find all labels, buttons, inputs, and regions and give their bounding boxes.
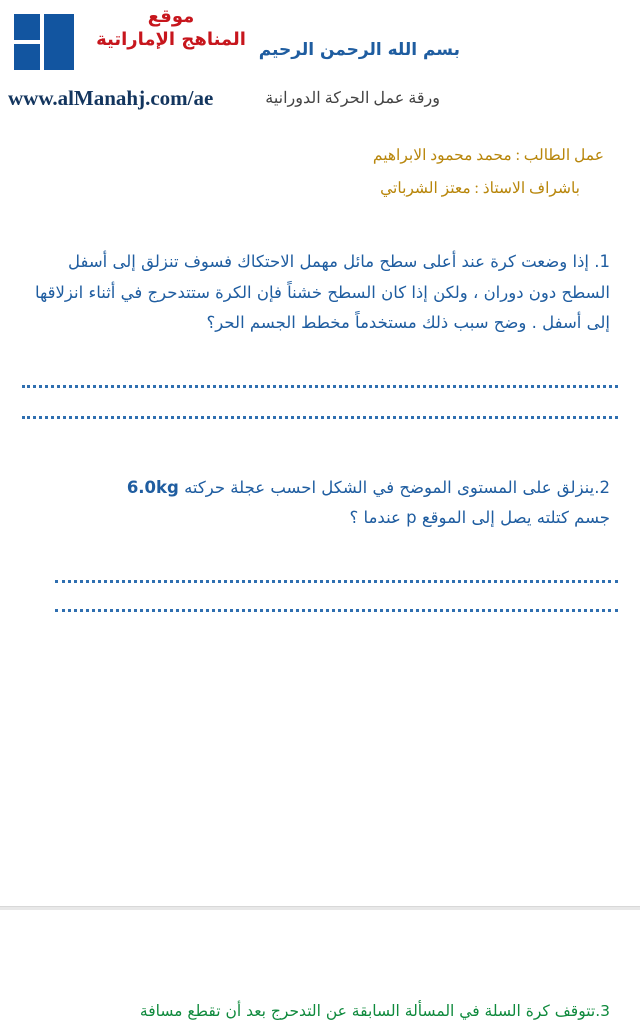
almanahj-square-logo-icon	[14, 14, 76, 70]
document-meta	[0, 140, 640, 205]
basmala-text: بسم الله الرحمن الرحيم	[258, 40, 460, 60]
question-2-text-part2: جسم كتلته يصل إلى الموقع p عندما ؟	[349, 508, 610, 528]
document-page-2	[0, 910, 640, 1024]
question-2-mass-value: 6.0kg	[126, 477, 179, 497]
teacher-name-line: باشراف الاستاذ : معتز الشرباتي	[380, 179, 580, 197]
site-url-text: www.alManahj.com/ae	[8, 86, 214, 110]
question-1-text: 1. إذا وضعت كرة عند أعلى سطح مائل مهمل الاحتكاك فسوف تنزلق إلى أسفل السطح دون دوران ، ولكن إذا كان السطح خشناً فإن الكرة ستتدحرج في أثناء انزلاقها إلى أسفل . وضح سبب ذلك مستخدماً مخطط الجسم الحر؟	[34, 252, 610, 333]
question-2-block	[0, 473, 640, 534]
student-name-line: عمل الطالب : محمد محمود الابراهيم	[372, 147, 604, 164]
worksheet-title: ورقة عمل الحركة الدورانية	[265, 90, 440, 107]
question-1-answer-lines	[0, 385, 640, 421]
site-brand-line2: المناهج الإماراتية	[96, 28, 246, 50]
site-brand-name	[96, 6, 246, 51]
question-1-block	[0, 247, 640, 339]
question-3-text: 3.تتوقف كرة السلة في المسألة السابقة عن التدحرج بعد أن تقطع مسافة	[139, 1002, 610, 1020]
answer-line[interactable]	[55, 580, 618, 585]
question-3-block	[0, 910, 640, 1026]
question-2-text	[24, 473, 610, 534]
answer-line[interactable]	[55, 609, 618, 614]
site-brand-line1: موقع	[147, 6, 195, 27]
document-header	[0, 0, 640, 120]
answer-line[interactable]	[22, 385, 618, 390]
question-2-text-part1: 2.ينزلق على المستوى الموضح في الشكل احسب عجلة حركته	[178, 477, 610, 497]
answer-line[interactable]	[22, 416, 618, 421]
question-2-answer-lines	[0, 580, 640, 614]
